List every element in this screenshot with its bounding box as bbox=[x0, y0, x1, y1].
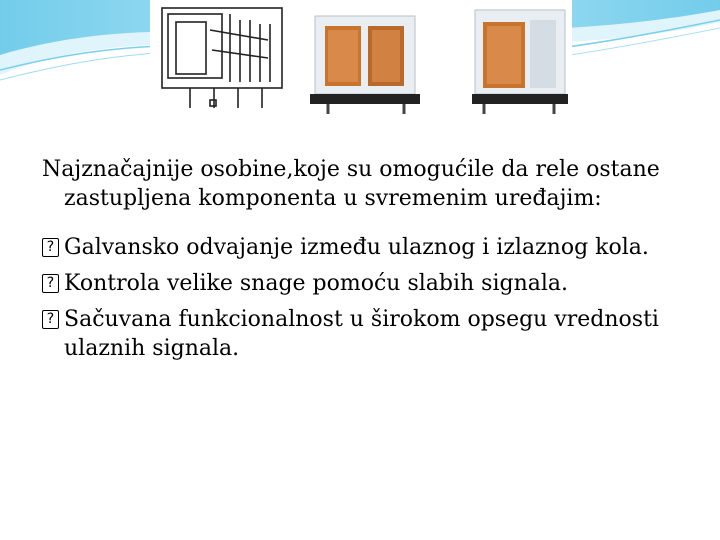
intro-text: Najznačajnije osobine,koje su omogućile da rele ostane zastupljena komponenta u svremenim uređajim: bbox=[42, 157, 660, 211]
bullet-item-1 bbox=[42, 233, 682, 262]
relay-photos bbox=[150, 0, 572, 118]
bullet-list bbox=[42, 233, 682, 363]
relay-photo-2 bbox=[472, 10, 568, 114]
bullet-text: Kontrola velike snage pomoću slabih signala. bbox=[64, 271, 569, 296]
relay-drawing bbox=[162, 8, 282, 108]
slide-content bbox=[42, 155, 682, 370]
bullet-item-3 bbox=[42, 305, 682, 363]
bullet-text: Galvansko odvajanje između ulaznog i izlaznog kola. bbox=[64, 235, 649, 260]
bullet-item-2 bbox=[42, 269, 682, 298]
missing-glyph-box-icon: ? bbox=[42, 310, 59, 329]
relay-photo-1 bbox=[310, 16, 420, 114]
bullet-text: Sačuvana funkcionalnost u širokom opsegu vrednosti ulaznih signala. bbox=[64, 307, 659, 361]
missing-glyph-box-icon: ? bbox=[42, 238, 59, 257]
missing-glyph-box-icon: ? bbox=[42, 274, 59, 293]
